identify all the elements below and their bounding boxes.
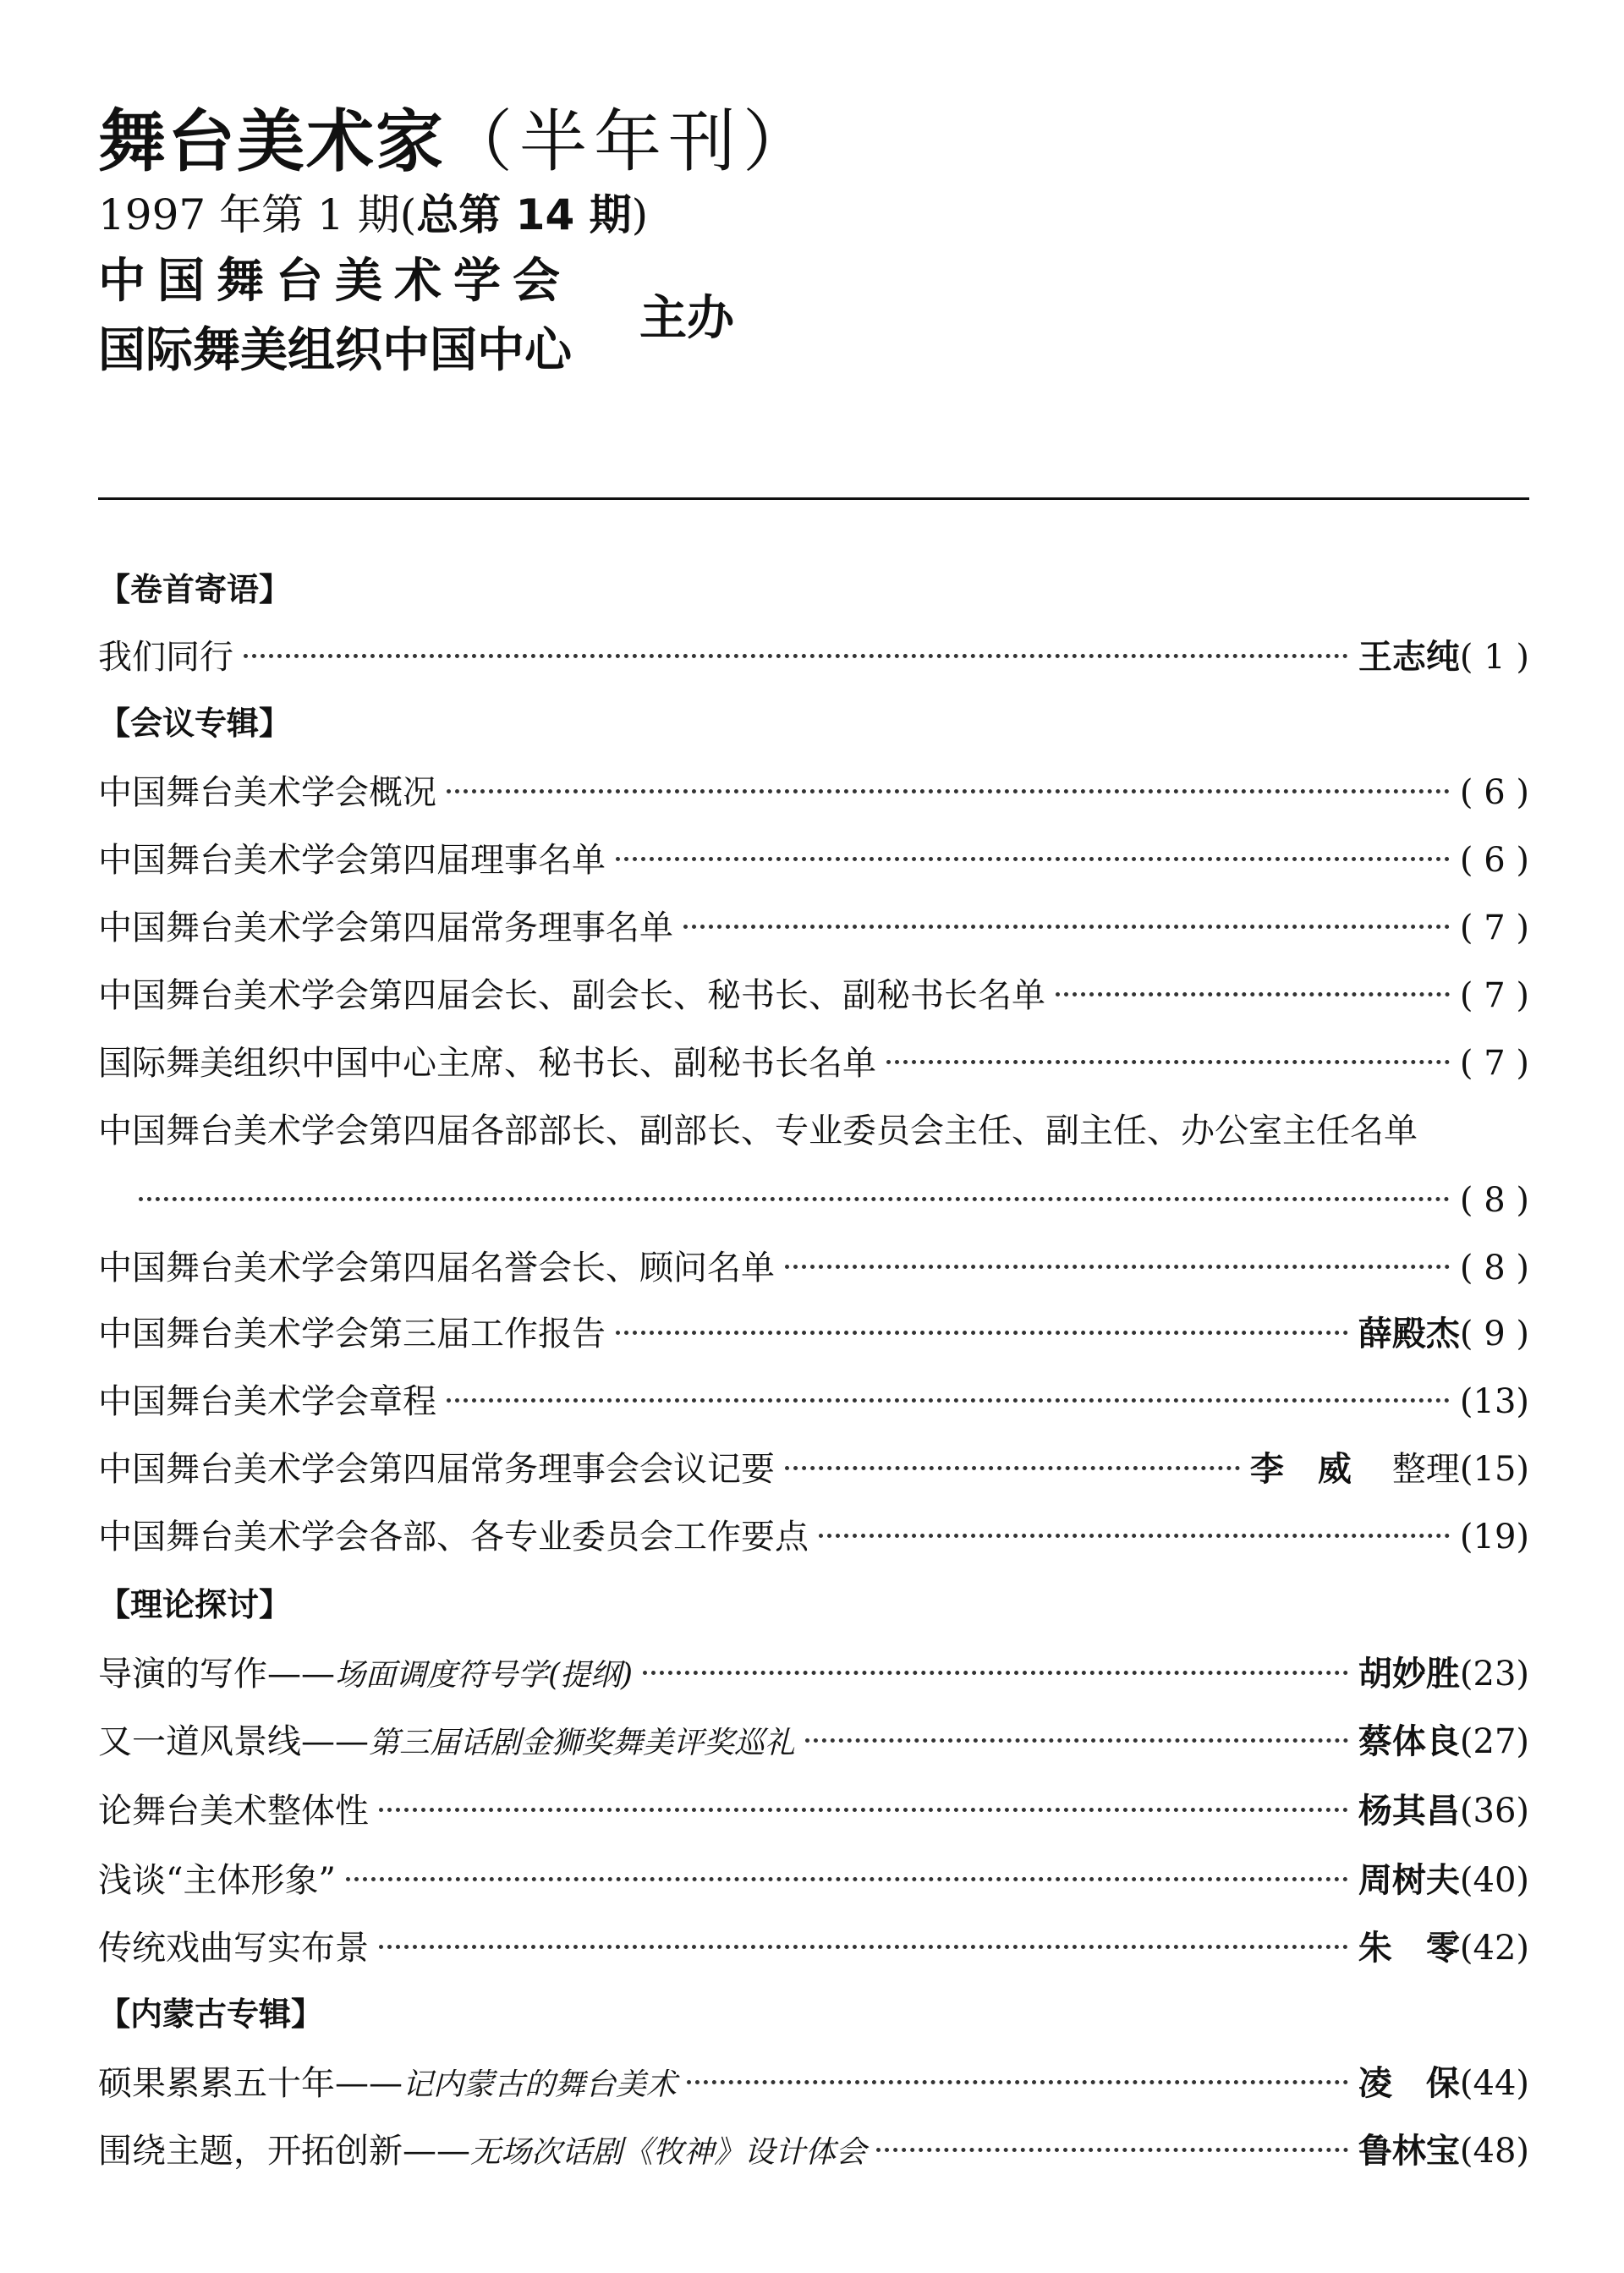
entry-page: (27) [1459,1722,1529,1761]
entry-title: 国际舞美组织中国中心主席、秘书长、副秘书长名单 [98,1044,876,1083]
leader-dots [1056,992,1450,996]
entry-role: 整理 [1391,1450,1460,1489]
toc-entry[interactable] [98,1245,1529,1291]
entry-title: 中国舞台美术学会第四届常务理事名单 [98,909,673,947]
entry-subtitle: 第三届话剧金狮奖舞美评奖巡礼 [369,1726,796,1760]
entry-page: (19) [1459,1518,1529,1557]
organizer-1: 中国舞台美术学会 [98,254,572,309]
toc-entry-continuation[interactable] [98,1178,1529,1223]
entry-title: 导演的写作—— [98,1655,335,1694]
journal-title [98,100,817,184]
toc-entry[interactable] [98,973,1529,1018]
journal-frequency: （半年刊） [445,102,817,181]
entry-page: (40) [1459,1861,1529,1900]
leader-dots [805,1738,1348,1743]
entry-page: (15) [1459,1450,1529,1489]
entry-author: 蔡体良 [1358,1722,1460,1761]
entry-author: 胡妙胜 [1358,1655,1460,1694]
leader-dots [379,1808,1348,1812]
entry-page: ( 6 ) [1459,841,1529,880]
leader-dots [447,789,1450,793]
toc-entry[interactable] [98,1311,1529,1357]
entry-subtitle: 场面调度符号学(提纲) [335,1658,634,1693]
issue-close-paren: ) [631,190,649,239]
leader-dots [785,1265,1450,1269]
entry-title: 中国舞台美术学会第四届理事名单 [98,841,606,880]
entry-page: ( 8 ) [1459,1181,1529,1220]
entry-page: ( 9 ) [1459,1315,1529,1353]
entry-author: 朱 零 [1358,1929,1460,1968]
entry-page: (48) [1459,2132,1529,2171]
sponsor-label: 主办 [639,291,734,346]
leader-dots [346,1877,1348,1881]
issue-total-number: 总第 14 期 [416,190,632,239]
toc-entry[interactable] [98,2061,1529,2108]
leader-dots [616,857,1450,861]
entry-title: 论舞台美术整体性 [98,1792,369,1831]
leader-dots [876,2148,1348,2152]
journal-name: 舞台美术家 [98,102,445,181]
toc-entry[interactable] [98,1447,1529,1492]
entry-page: ( 7 ) [1459,909,1529,947]
entry-title: 中国舞台美术学会第四届名誉会长、顾问名单 [98,1249,775,1287]
entry-page: (36) [1459,1792,1529,1831]
entry-author: 薛殿杰 [1358,1315,1460,1353]
leader-dots [819,1534,1450,1538]
entry-subtitle: 无场次话剧《牧神》设计体会 [470,2135,867,2170]
entry-page: ( 7 ) [1459,1044,1529,1083]
entry-page: ( 8 ) [1459,1249,1529,1287]
section-heading: 【内蒙古专辑】 [98,1996,324,2033]
entry-title: 中国舞台美术学会第四届会长、副会长、秘书长、副秘书长名单 [98,976,1045,1015]
entry-title: 中国舞台美术学会第三届工作报告 [98,1315,606,1353]
entry-author: 王志纯 [1358,638,1460,677]
toc-entry[interactable] [98,770,1529,815]
leader-dots [643,1671,1348,1675]
header-divider [98,497,1529,500]
toc-entry[interactable] [98,1651,1529,1699]
entry-page: ( 1 ) [1459,638,1529,677]
leader-dots [683,925,1450,929]
toc-entry[interactable] [98,2128,1529,2176]
toc-entry[interactable] [98,1514,1529,1560]
entry-title: 中国舞台美术学会章程 [98,1382,436,1421]
toc-entry[interactable] [98,1719,1529,1766]
entry-author: 鲁林宝 [1358,2132,1460,2171]
entry-page: (23) [1459,1655,1529,1694]
entry-title: 中国舞台美术学会各部、各专业委员会工作要点 [98,1518,809,1557]
toc-entry[interactable] [98,1788,1529,1834]
toc-entry[interactable] [98,1379,1529,1425]
entry-title: 硕果累累五十年—— [98,2064,403,2103]
leader-dots [379,1945,1348,1949]
entry-author: 周树夫 [1358,1861,1460,1900]
entry-page: ( 6 ) [1459,773,1529,812]
entry-title: 中国舞台美术学会概况 [98,773,436,812]
toc-entry[interactable] [98,1108,1529,1154]
toc-entry[interactable] [98,1858,1529,1903]
entry-title: 传统戏曲写实布景 [98,1929,369,1968]
entry-title: 围绕主题，开拓创新—— [98,2132,470,2171]
section-heading: 【理论探讨】 [98,1586,292,1623]
entry-page: (13) [1459,1382,1529,1421]
leader-dots [447,1398,1450,1403]
entry-page: ( 7 ) [1459,976,1529,1015]
leader-dots [886,1060,1450,1064]
leader-dots [139,1197,1450,1201]
organizer-2: 国际舞美组织中国中心 [98,323,572,378]
entry-author: 凌 保 [1358,2064,1460,2103]
leader-dots [785,1466,1240,1470]
toc-entry[interactable] [98,905,1529,951]
leader-dots [244,654,1348,658]
entry-title: 中国舞台美术学会第四届常务理事会会议记要 [98,1450,775,1489]
toc-entry[interactable] [98,634,1529,680]
toc-entry[interactable] [98,1925,1529,1971]
entry-title: 中国舞台美术学会第四届各部部长、副部长、专业委员会主任、副主任、办公室主任名单 [98,1112,1418,1150]
entry-title: 浅谈“主体形象” [98,1861,336,1900]
toc-entry[interactable] [98,1040,1529,1086]
issue-info [98,188,648,242]
entry-author: 杨其昌 [1358,1792,1460,1831]
entry-title: 又一道风景线—— [98,1722,369,1761]
entry-page: (44) [1459,2064,1529,2103]
entry-author: 李 威 [1249,1450,1352,1489]
entry-page: (42) [1459,1929,1529,1968]
issue-year-number: 1997 年第 1 期( [98,190,417,239]
toc-entry[interactable] [98,837,1529,883]
leader-dots [616,1331,1348,1335]
entry-subtitle: 记内蒙古的舞台美术 [403,2067,678,2102]
leader-dots [687,2080,1348,2084]
entry-title: 我们同行 [98,638,233,677]
section-heading: 【会议专辑】 [98,705,292,742]
section-heading: 【卷首寄语】 [98,571,292,608]
